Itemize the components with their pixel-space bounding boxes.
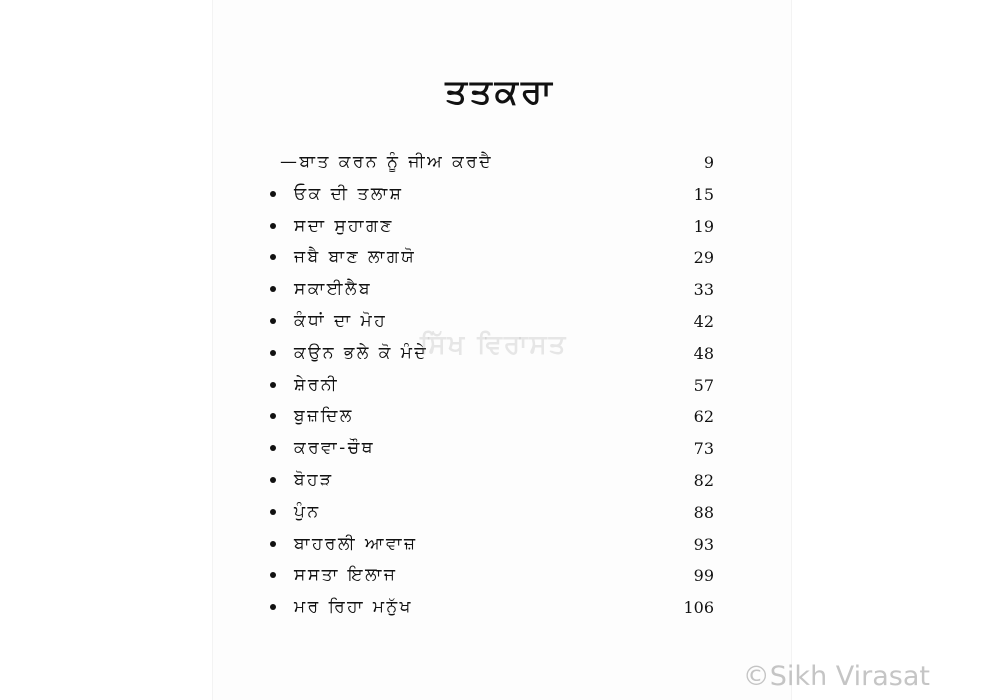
toc-entry-title: ਓਕ ਦੀ ਤਲਾਸ਼: [294, 183, 404, 204]
toc-entry-page: 62: [693, 407, 714, 427]
bullet-icon: [270, 382, 276, 388]
toc-entry-page: 42: [693, 311, 714, 331]
toc-entry-title: ਸਕਾਈਲੈਬ: [294, 279, 373, 300]
toc-entry-page: 9: [703, 153, 714, 172]
toc-entry-page: 82: [693, 470, 714, 490]
toc-entry-title: ਮਰ ਰਿਹਾ ਮਨੁੱਖ: [294, 597, 413, 618]
toc-entry-title: ਕਉਨ ਭਲੇ ਕੋ ਮੰਦੇ: [294, 342, 429, 363]
bullet-icon: [270, 318, 276, 324]
bullet-icon: [270, 254, 276, 260]
toc-entry-page: 29: [693, 248, 714, 268]
bullet-icon: [270, 509, 276, 515]
toc-entry: [270, 373, 720, 405]
toc-entry-title: ਪੁੰਨ: [294, 501, 321, 522]
toc-entry-title: ਬੋਹੜ: [294, 469, 334, 490]
toc-entry: [270, 595, 720, 627]
toc-entry-page: 99: [693, 566, 714, 586]
toc-entry-title: ਸ਼ੇਰਨੀ: [294, 374, 340, 395]
toc-entry-title: —ਬਾਤ ਕਰਨ ਨੂੰ ਜੀਅ ਕਰਦੈ: [280, 152, 493, 172]
bullet-icon: [270, 477, 276, 483]
bullet-icon: [270, 223, 276, 229]
bullet-icon: [270, 286, 276, 292]
toc-entry-page: 15: [693, 184, 714, 204]
toc-entry-title: ਬਾਹਰਲੀ ਆਵਾਜ਼: [294, 533, 418, 554]
copyright-watermark: ©Sikh Virasat: [742, 661, 930, 692]
bullet-icon: [270, 445, 276, 451]
bullet-icon: [270, 541, 276, 547]
bullet-icon: [270, 350, 276, 356]
toc-entry: [270, 563, 720, 595]
toc-entry-title: ਸਦਾ ਸੁਹਾਗਣ: [294, 215, 394, 236]
toc-entry-page: 93: [693, 534, 714, 554]
toc-entry-page: 57: [693, 375, 714, 395]
toc-entry: [270, 404, 720, 436]
toc-entry-title: ਜਬੈ ਬਾਣ ਲਾਗਯੋ: [294, 247, 417, 268]
bullet-icon: [270, 191, 276, 197]
watermark: ਸਿੱਖ ਵਿਰਾਸਤ: [420, 330, 568, 360]
bullet-icon: [270, 413, 276, 419]
toc-entry-page: 88: [693, 502, 714, 522]
toc-entry: [270, 214, 720, 246]
toc-entry-title: ਕੰਧਾਂ ਦਾ ਮੋਹ: [294, 310, 388, 331]
toc-entry-page: 106: [683, 598, 714, 618]
toc-entry-title: ਬੁਜ਼ਦਿਲ: [294, 406, 354, 427]
toc-entry: [270, 436, 720, 468]
toc-entry: [270, 277, 720, 309]
toc-entry-page: 19: [693, 216, 714, 236]
toc-entry: [270, 182, 720, 214]
toc-entry: [270, 532, 720, 564]
bullet-icon: [270, 572, 276, 578]
toc-entry: [270, 150, 720, 182]
toc-entry-title: ਸਸਤਾ ਇਲਾਜ: [294, 565, 398, 586]
toc-entry: [270, 468, 720, 500]
toc-entry: [270, 500, 720, 532]
page-title: ਤਤਕਰਾ: [445, 72, 555, 112]
bullet-icon: [270, 604, 276, 610]
toc-entry-page: 33: [693, 280, 714, 300]
toc-entry-title: ਕਰਵਾ-ਚੌਥ: [294, 438, 376, 459]
table-of-contents: [270, 150, 720, 627]
toc-entry: [270, 245, 720, 277]
toc-entry-page: 73: [693, 439, 714, 459]
toc-entry-page: 48: [693, 343, 714, 363]
